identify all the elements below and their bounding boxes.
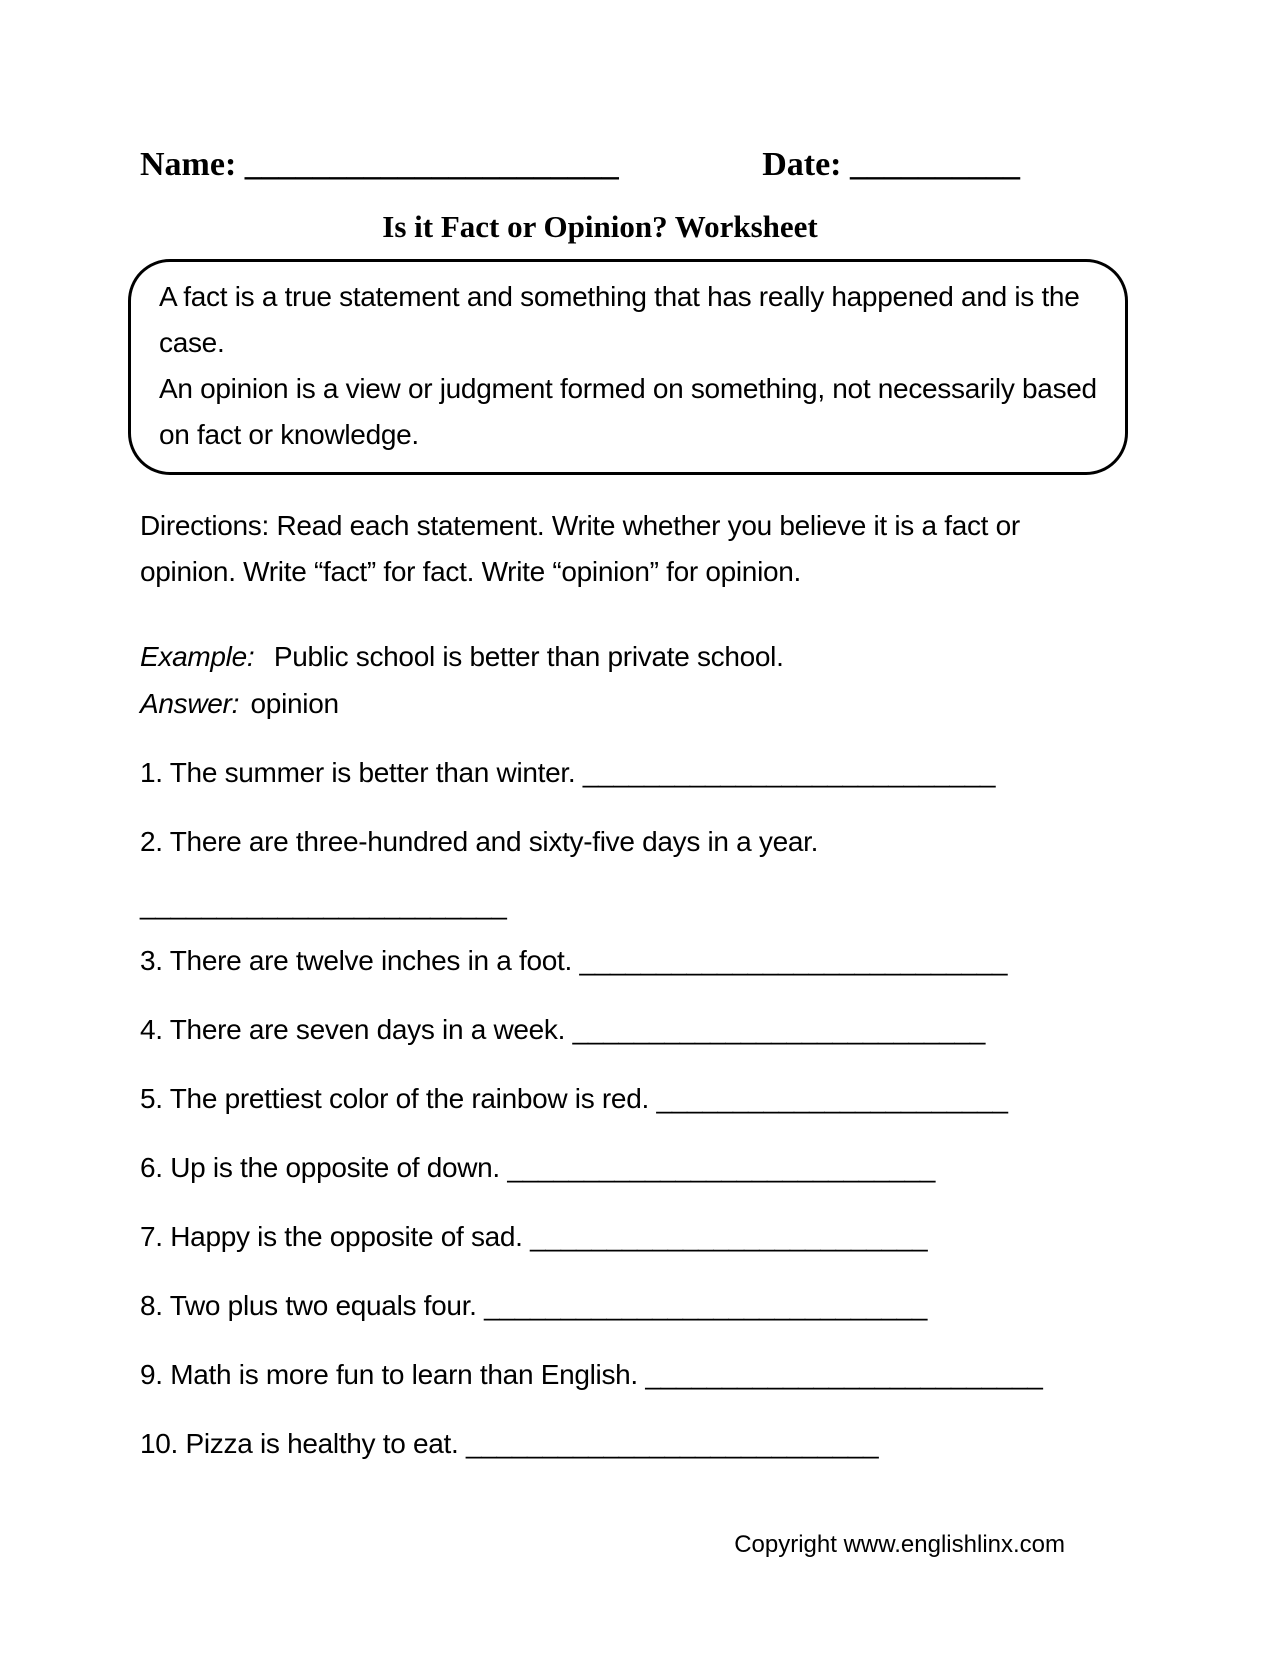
item-number: 2. [140, 826, 163, 857]
date-label: Date: [762, 146, 842, 183]
page-title: Is it Fact or Opinion? Worksheet [382, 209, 818, 244]
statement-list [140, 756, 1060, 1460]
statement-item-2 [140, 825, 1060, 858]
item-answer-blank: _______________________ [656, 1083, 1008, 1114]
item-answer-blank: ________________________ [140, 889, 507, 920]
name-field [140, 145, 619, 185]
item-answer-blank: ___________________________ [582, 757, 996, 788]
example-label: Example: [140, 641, 255, 672]
definition-box [128, 259, 1128, 475]
copyright-notice: Copyright www.englishlinx.com [734, 1531, 1065, 1558]
name-label: Name: [140, 146, 237, 183]
date-blank: __________ [850, 146, 1020, 183]
item-text: Happy is the opposite of sad. [170, 1221, 523, 1252]
item-text: There are seven days in a week. [169, 1014, 566, 1045]
statement-item-10 [140, 1427, 1060, 1460]
date-field [762, 145, 1020, 185]
example-text: Public school is better than private school. [273, 641, 784, 672]
answer-text: opinion [250, 688, 339, 719]
statement-item-3 [140, 944, 1060, 977]
statement-item-1 [140, 756, 1060, 789]
item-text: The summer is better than winter. [169, 757, 576, 788]
item-text: There are twelve inches in a foot. [169, 945, 572, 976]
opinion-definition: An opinion is a view or judgment formed on something, not necessarily based on fact or knowledge. [159, 373, 1097, 450]
answer-label: Answer: [140, 688, 240, 719]
statement-item-7 [140, 1220, 1060, 1253]
item-number: 4. [140, 1014, 163, 1045]
item-answer-blank: ___________________________ [465, 1428, 879, 1459]
fact-definition: A fact is a true statement and something that has really happened and is the case. [159, 281, 1080, 358]
item-number: 1. [140, 757, 163, 788]
item-number: 10. [140, 1428, 179, 1459]
directions-text: Directions: Read each statement. Write whether you believe it is a fact or opinion. Write “fact” for fact. Write “opinion” for opinion. [140, 510, 1020, 587]
item-answer-blank: _____________________________ [484, 1290, 928, 1321]
header [0, 0, 1275, 185]
item-text: There are three-hundred and sixty-five days in a year. [169, 826, 819, 857]
item-number: 5. [140, 1083, 163, 1114]
item-number: 8. [140, 1290, 163, 1321]
item-answer-blank: __________________________ [645, 1359, 1043, 1390]
item-text: Up is the opposite of down. [170, 1152, 500, 1183]
statement-item-4 [140, 1013, 1060, 1046]
item-number: 9. [140, 1359, 163, 1390]
item-number: 3. [140, 945, 163, 976]
item-answer-blank: __________________________ [530, 1221, 928, 1252]
item-answer-blank: ____________________________ [579, 945, 1008, 976]
statement-item-9 [140, 1358, 1060, 1391]
item-text: Math is more fun to learn than English. [170, 1359, 638, 1390]
answer-line [140, 688, 1275, 720]
item-number: 6. [140, 1152, 163, 1183]
item-text: Pizza is healthy to eat. [185, 1428, 459, 1459]
item-number: 7. [140, 1221, 163, 1252]
item-answer-blank: ___________________________ [572, 1014, 985, 1045]
example-line [140, 641, 1275, 673]
item-text: The prettiest color of the rainbow is red. [169, 1083, 649, 1114]
statement-item-6 [140, 1151, 1060, 1184]
item-text: Two plus two equals four. [169, 1290, 477, 1321]
statement-item-8 [140, 1289, 1060, 1322]
statement-item-2-blank [140, 888, 1060, 921]
name-blank: ______________________ [244, 146, 619, 183]
statement-item-5 [140, 1082, 1060, 1115]
item-answer-blank: ____________________________ [507, 1152, 936, 1183]
